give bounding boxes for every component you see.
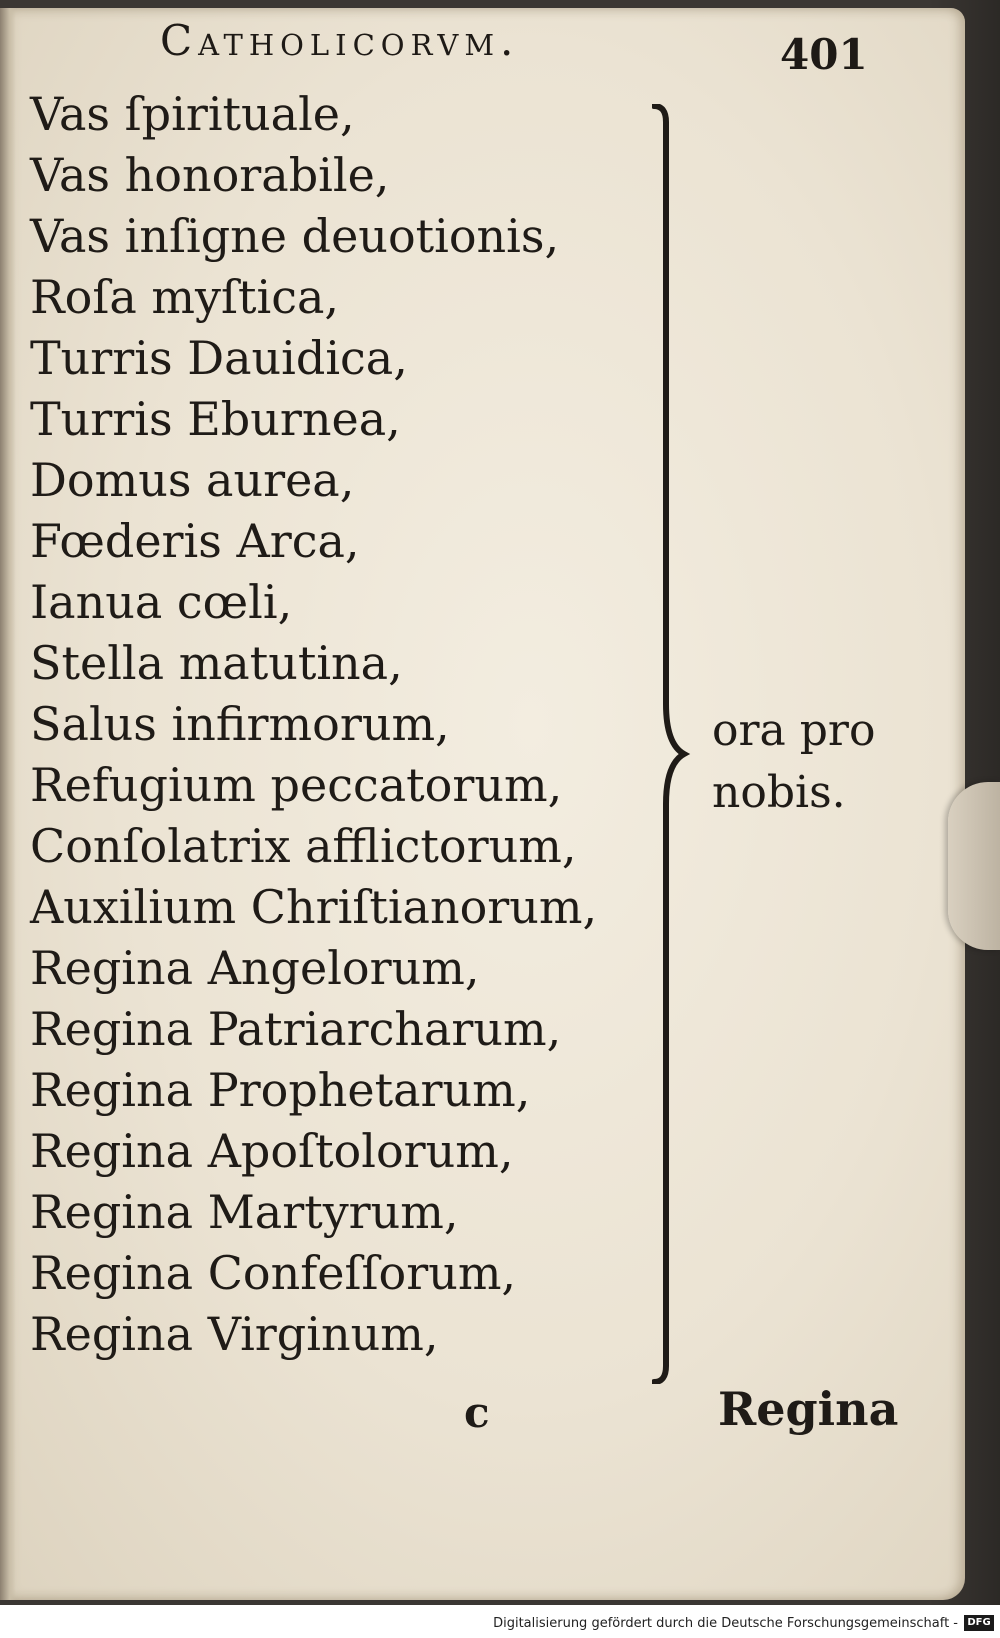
litany-line: Fœderis Arca,: [30, 514, 360, 568]
page-tab-marker: [948, 782, 1000, 950]
page-gutter: [0, 8, 16, 1600]
litany-line: Salus infirmorum,: [30, 697, 450, 751]
catchword: Regina: [718, 1382, 899, 1436]
litany-line: Regina Angelorum,: [30, 941, 480, 995]
litany-response: [712, 700, 875, 824]
litany-line: Regina Confeſſorum,: [30, 1246, 517, 1300]
curly-brace-icon: [652, 104, 712, 1384]
litany-line: Roſa myſtica,: [30, 270, 340, 324]
signature-mark: c: [464, 1388, 490, 1437]
litany-line: Vas ſpirituale,: [30, 87, 355, 141]
litany-line: Stella matutina,: [30, 636, 403, 690]
dfg-logo-icon: DFG: [964, 1615, 994, 1631]
litany-line: Regina Patriarcharum,: [30, 1002, 562, 1056]
litany-line: Regina Martyrum,: [30, 1185, 459, 1239]
litany-line: Turris Dauidica,: [30, 331, 408, 385]
litany-line: Regina Apoſtolorum,: [30, 1124, 514, 1178]
litany-line: Regina Prophetarum,: [30, 1063, 531, 1117]
litany-list: [30, 84, 690, 1365]
litany-line: Regina Virginum,: [30, 1307, 439, 1361]
response-line-1: ora pro: [712, 705, 876, 756]
running-title: Catholicorvm.: [160, 16, 520, 65]
litany-line: Auxilium Chriſtianorum,: [30, 880, 598, 934]
litany-line: Ianua cœli,: [30, 575, 293, 629]
litany-line: Refugium peccatorum,: [30, 758, 563, 812]
litany-line: Conſolatrix afflictorum,: [30, 819, 577, 873]
page-number: 401: [780, 30, 868, 79]
digitization-footer: [0, 1612, 1000, 1638]
litany-line: Domus aurea,: [30, 453, 355, 507]
litany-line: Vas inſigne deuotionis,: [30, 209, 560, 263]
response-line-2: nobis.: [712, 767, 846, 818]
litany-line: Turris Eburnea,: [30, 392, 401, 446]
digitization-note: Digitalisierung gefördert durch die Deutsche Forschungsgemeinschaft -: [493, 1616, 958, 1631]
litany-line: Vas honorabile,: [30, 148, 390, 202]
